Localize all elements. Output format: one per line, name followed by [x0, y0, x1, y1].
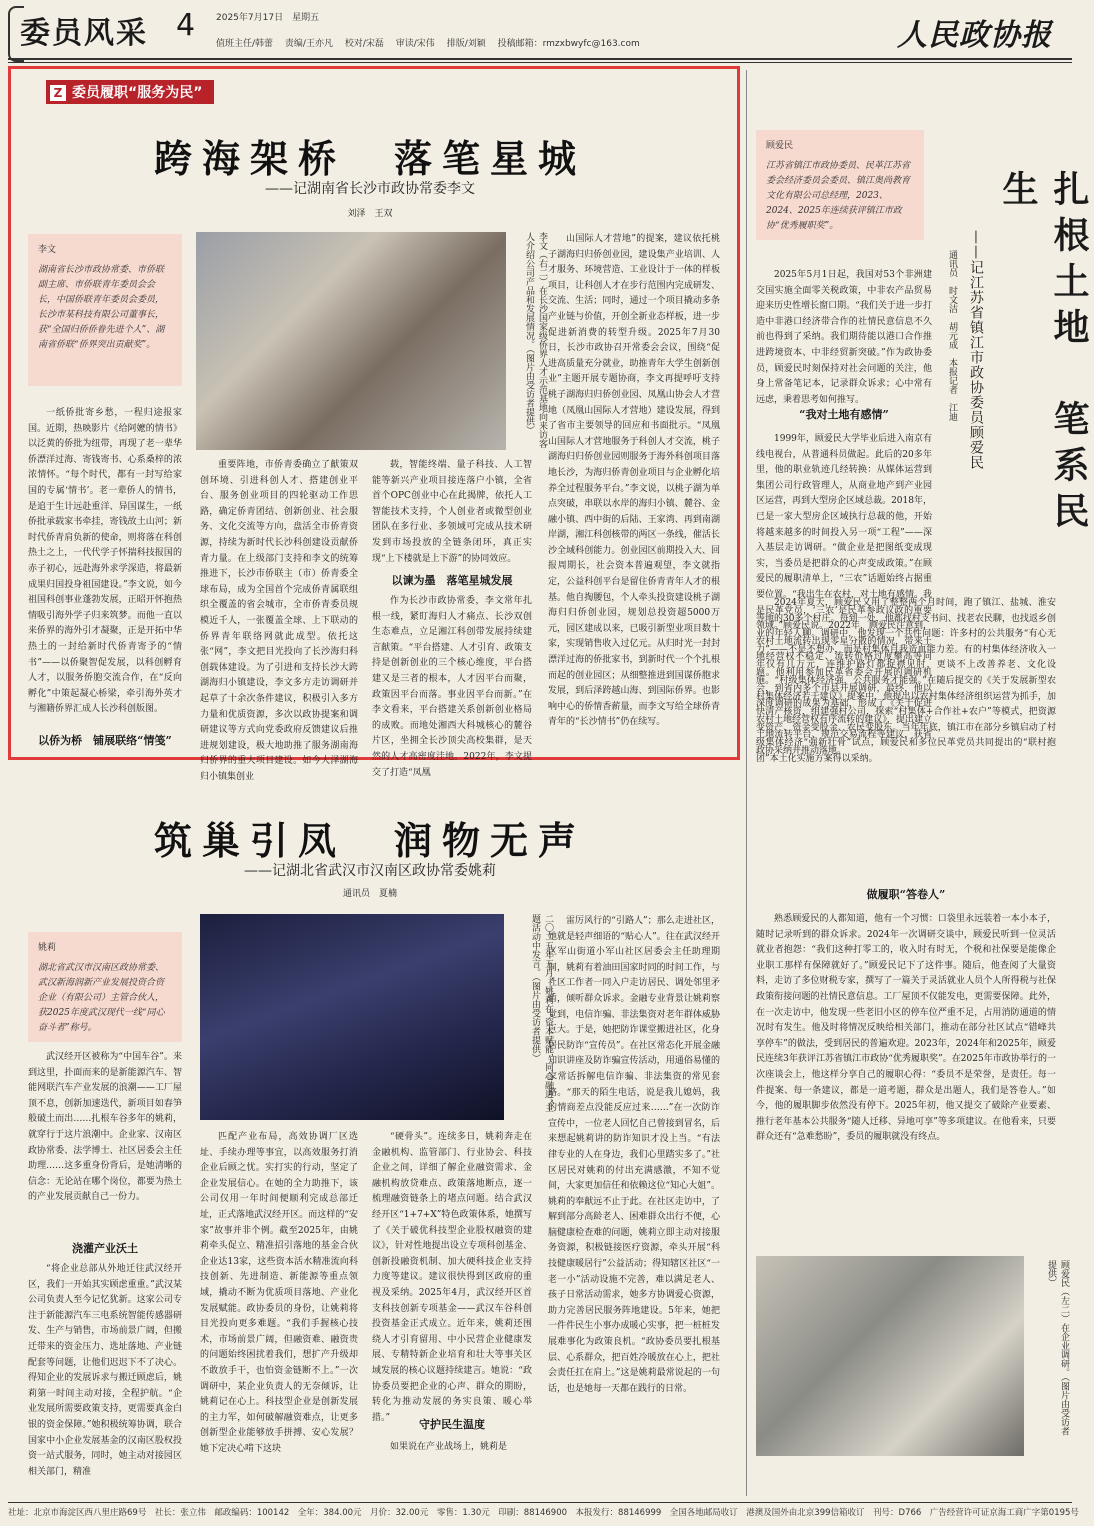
article2-col1-text: 武汉经开区被称为“中国车谷”。来到这里，扑面而来的是新能源汽车、智能网联汽车产业发展的浪潮——工厂屋顶不息，创新加速迭代，新项目如春笋般破土而出……扎根车谷多年的姚莉，就穿行于这片浪潮中。企业家、汉南区政协常委、法学博士、社区居委会主任助理……这多重身份背后，是她清晰的信念：无论站在哪个岗位，都要为热土的产业发展贡献自己一份力。 [28, 1052, 182, 1203]
typesetter-credit: 排版/刘颖 [446, 39, 486, 49]
article3-photo [756, 1256, 1024, 1456]
article1-column-1 [28, 406, 182, 728]
article3-col1-text: 1999年，顾爱民大学毕业后进入南京有线电视台，从普通科员做起。此后的20多年里，他的职业轨迹几经转换：从媒体运营到集团公司行政管理人，从商业地产到产业园区运营，再到大型房企区域总裁。2018年，已是一家大型房企区域执行总裁的他，开始将越来越多的时间投入另一项“工程”——深入基层走访调研。“做企业是把图纸变成现实，当委员是把群众的心声变成政策。”在顾爱民的履职清单上，“三农”话题始终占据重要位置。“我出生在农村，对土地有感情。我是民革党员，‘三农’是民革参政议政的重要领域。”顾爱民说。2022年，顾爱民注意到，农村土地流转出现零星分散的情况，带来土地经营权不稳定、流转价格过度攀高等问题。他利用参加民革省委会开展的调研机会，到省内多个市县开展调研，最终，他以深度调研的成果为基础，形成了《关于促进农村土地经营权有序流转的建议》，提出建立土地流转平台、规范交易流程等建议，获省政协采纳并推动落地。 [756, 434, 933, 756]
article3-photo-caption: 顾爱民（左二）在企业调研。（图片由受访者提供） [1046, 1260, 1069, 1436]
newspaper-logo: 人民政协报 [897, 18, 1052, 53]
article1-profile-box [28, 234, 182, 386]
article3-profile-text: 江苏省镇江市政协委员、民革江苏省委会经济委员会委员、镇江奥尚教育文化有限公司总经理，2023、2024、2025年连续获评镇江市政协“优秀履职奖”。 [766, 161, 911, 231]
column-tag-letter: Z [50, 85, 66, 101]
article2-photo-caption: 二〇二五年五月，姚莉在“资本赋能，同心融进”主题活动中发言。（图片由受访者提供） [530, 914, 553, 1113]
article1-col3-text: 载，智能终端、量子科技、人工智能等新兴产业项目接连落户小镇，全省首个OPC创业中心在此揭牌，依托人工智能技术支持，个人创业者或微型创业团队在多行业、多领域可完成从技术研发到市场投放的全链条闭环，真正实现“上下楼就是上下游”的协同效应。 [372, 460, 532, 564]
article3-subtitle: ——记江苏省镇江市政协委员顾爱民 [968, 230, 984, 470]
article3-col2-text: 2024年夏天，顾爱民又用了整整两个月时间，跑了镇江、盐城、淮安等地的30多个村庄。每到一处，他都找村支书问、找老农民聊，也找返乡创业的年轻人聊。调研中，他发现一个共性问题：许多村的公共服务“有心无力”——不是不想办，而是村集体自我造血能力差。有的村集体经济收入一年仅有几万元，连维护路灯都捉襟见肘，更谈不上改善养老、文化设施。“村级集体经济强，公共服务才能强。”在随后提交的《关于发展新型农村集体经济若干建议》提案中，他提出以农村集体经济组织运营为抓手，加快清产核资，组建强村公司，探索“村集体+合作社+农户”等模式，把资源变资产、资金变股金、农民变股东。当年年底，镇江市在部分乡镇启动了村级集体经济“强新壮骨”试点，顾爱民和多位民革党员共同提出的“联村抱团”本土化实施方案得以采纳。 [756, 598, 1056, 764]
article1-photo [196, 232, 506, 450]
article3-heading-2: 做履职“答卷人” [866, 888, 946, 901]
article3-intro [756, 268, 932, 405]
footer-imprint: 社址：北京市海淀区西八里庄路69号 社长：张立伟 邮政编码：100142 全年：384.00元 月价：32.00元 零售：1.30元 印刷：88146900 本报发行：88146999 全国各地邮局收订 港澳及国外由北京399信箱收订 刊号：D766 广告经营许可证京海工商广字第0195号 [8, 1508, 1079, 1518]
article2-column-3 [372, 1130, 532, 1423]
article1-col3-heading: 以谏为墨 落笔星城发展 [391, 574, 513, 587]
article2-col4-text: 雷厉风行的“引路人”；那么走进社区，她就是轻声细语的“贴心人”。往在武汉经开区军山街道小军山社区居委会主任助理期间，姚莉有着油田国家时同的时间工作，与社区工作者一同入户走访居民、调处邻里矛盾，倾听群众诉求。金融专业背景让姚莉察觉到，电信诈骗、非法集资对老年群体威胁巨大。于是，她把防诈课堂搬进社区，化身居民防诈“宣传员”。在社区常态化开展金融知识讲座及防诈骗宣传活动，用通俗易懂的家常话拆解电信诈骗、非法集资的常见套路。“那天的陌生电话，说是我儿媳妈，我的情商差点没能反应过来……”在一次防诈宣传中，一位老人回忆自己曾接到冒名，后来想起姚莉讲的防诈知识才没上当。“有法律专业的人在身边，我们心里踏实多了。”社区居民对姚莉的付出充满感激，不知不觉间，大家更加信任和依赖这位“知心大姐”。姚莉的奉献远不止于此。在社区走访中，了解到部分高龄老人、困难群众出行不便，心脑健康检查难的问题，姚莉立即主动对接服务资源，积极链接医疗资源，牵头开展“科技健康暖居行”公益活动；得知辖区社区“一老一小”活动设施不完善，难以满足老人、孩子日常活动需求，她多方协调爱心资源，助力完善居民服务阵地建设。5年来，她把一件件民生小事办成暖心实事，把一桩桩发展难事化为政策良机。“政协委员要扎根基层、心系群众，把百姓冷暖放在心上，把社会责任扛在肩上。”这是姚莉最常说起的一句话，也是她每一天都在践行的日常。 [548, 916, 720, 1394]
article3-column-3 [756, 912, 1056, 1248]
article1-col4-text: 山国际人才营地”的提案，建议依托桃子湖海归归侨创业园，建设集产业培训、人才服务、环境营造、工业设计于一体的样板项目，让科创人才在步行范围内完成研发、交流、生活；同时，通过一个项目撬动多条产业链与价值，开创全新业态样板，进一步促进新消费的转型升级。2025年7月30日，长沙市政协召开常委会会议，围绕“促进高质量充分就业，助推青年大学生创新创业”主题开展专题协商，李文再提呼吁支持桃子湖海归归侨创业园、凤凰山协会人才营地（凤凰山国际人才营地）建设发展，得到了省市主要领导的回应和书面批示。“凤凰山国际人才营地服务于科创人才交流，桃子湖海归归侨创业园则服务于海外科创项目落地长沙，为海归侨青创业项目与企业孵化培养全过程服务平台。”李文说，以桃子湖为单点突破，串联以水岸的海归小镇、麓谷、金融小镇、西中街的后陆、王家湾、再到南湖岸湖，湘江科创核带的两区一条线，催活长沙全域科创能力。创业园区前期投入大、回报周期长，社会资本普遍观望，李文就指定，公益科创平台是留住侨青青年人才的根基。他自掏腰包，个人牵头投资建设桃子湖海归归侨创业园，规划总投资超5000万元，园区建成以来，已吸引新型业项目数十家，实现销售收入过亿元。从归时光一封封漂洋过海的侨批家书，到新时代一个个扎根而起的创业园区；从细整推进到国谋侨胞求发展，到后泽跨越山海、到国际侨界。也影响中心的侨情香薪量，而李文写给全球侨青青年的“长沙情书”仍在续写。 [548, 234, 720, 728]
article2-col3b-text: 如果说在产业战场上，姚莉是 [390, 1442, 508, 1452]
article1-title: 跨海架桥 落笔星城 [153, 137, 586, 181]
submission-email: 投稿邮箱：rmzxbwyfc@163.com [497, 39, 640, 49]
article3-profile-name: 顾爱民 [766, 141, 794, 151]
chief-editor-credit: 责编/王亦凡 [284, 39, 333, 49]
article1-column-2 [200, 458, 358, 782]
header-rule [8, 58, 1072, 60]
column-tag-label: 委员履职“服务为民” [72, 85, 203, 101]
article1-col2-text: 重要阵地，市侨青委确立了献策双创环境、引进科创人才、搭建创业平台、服务创业项目的四轮驱动工作思路，确定侨青团结、创新创业、社会服务、文化交流等方向，盘活全市侨青资源，持续为新时代长沙科创建设贡献侨青力量。在上级部门支持和李文的统筹推进下，长沙市侨联主（市）侨青委全球布局，成为全国首个完成侨青属联组织全覆盖的省会城市，全市侨青委员规模近千人，一张覆盖全球、上下联动的侨界青年联络网就此成型。依托这张“网”，李文把目光投向了长沙海归科创载体建设。为了引进和支持长沙大跨湖海归小镇建设，李文多方走访调研并起草了十余次条件建议，积极引入多方力量和优质资源，多次以政协提案和调研建议等方式向党委政府反馈建议后推进规划建设，极大地助推了服务湖南海归侨界的重大项目建设。如今大泽湖海归小镇集创业 [200, 460, 358, 782]
article3-profile-box [756, 130, 924, 240]
article2-col3-text: “硬骨头”。连续多日，姚莉奔走在金融机构、监管部门、行业协会、科技企业之间，详细了解企业融资需求、金融机构放贷难点、政策落地断点，逐一梳理融资链条上的堵点问题。结合武汉经开区“1+7+X”特色政策体系，她撰写了《关于破优科技型企业股权融资的建议》，针对性地提出设立专项科创基金、创新投融资机制、加大硬科技企业支持力度等建议。建议很快得到区政府的重视及采纳。2025年4月，武汉经开区首支科技创新专项基金——武汉车谷科创投资基金正式成立。近年来，姚莉还围绕人才引育留用、中小民营企业健康发展、专精特新企业培育和壮大等事关区域发展的核心议题持续建言。她说：“政协委员要把企业的心声、群众的期盼，转化为推动发展的务实良策、暖心举措。” [372, 1132, 532, 1423]
article2-profile-text: 湖北省武汉市汉南区政协常委、武汉新海润新产业发展投资合资企业（有限公司）主管合伙人，获2025年度武汉现代一线“同心奋斗者”称号。 [38, 963, 165, 1033]
article1-column-3b [372, 594, 532, 778]
header-rule-thin [8, 62, 1072, 63]
column-divider [746, 70, 747, 1496]
proofreader-credit: 校对/宋磊 [344, 39, 384, 49]
article3-col3-text: 熟悉顾爱民的人都知道，他有一个习惯：口袋里永远装着一本小本子，随时记录听到的群众诉求。2024年一次调研交谈中，顾爱民听到一位灵活就业者抱怨：“我们这种打零工的，收入时有时无，个税和社保要是能像企业职工那样有保障就好了。”顾爱民记下了这件事。随后，他查阅了大量资料，走访了多位财税专家，撰写了一篇关于灵活就业人员个人所得税与社保政策衔接问题的社情民意信息。工厂屋顶不仅能发电，更需要保障。此外，在一次走访中，他发现一些老旧小区的停车位严重不足，占用消防通道的情况时有发生。他及时将情况反映给相关部门，推动在部分社区试点“错峰共享停车”的做法，受到居民的普遍欢迎。2023年，2024年和2025年，顾爱民连续3年获评江苏省镇江市政协“优秀履职奖”。在2025年市政协举行的一次座谈会上，他这样分享自己的履职心得：“委员不是荣誉，是责任。每一件提案、每一条建议，都是一道考题，群众是出题人，我们是答卷人。”如今，他的履职脚步依然没有停下。2025年初，他又提交了破除产业要素、推行老年基本公共服务“随人迁移、异地可享”等多项建议。在他看来，只要群众还有“急难愁盼”，委员的履职就没有终点。 [756, 914, 1056, 1143]
article2-col1-heading: 浇灌产业沃土 [72, 1242, 138, 1255]
article1-byline: 刘泽 王双 [347, 209, 393, 219]
article1-column-3 [372, 458, 532, 566]
article1-profile-name: 李文 [38, 245, 57, 255]
article1-subtitle: ——记湖南省长沙市政协常委李文 [265, 181, 475, 197]
article2-profile-name: 姚莉 [38, 943, 57, 953]
article2-column-3b [372, 1440, 532, 1494]
article3-title: 扎根土地 笔系民生 [997, 170, 1089, 538]
article1-column-4 [548, 232, 720, 750]
article1-profile-text: 湖南省长沙市政协常委、市侨联副主席、市侨联青年委员会会长，中国侨联青年委员会委员，长沙市某科技有限公司董事长，获“全国归侨侨眷先进个人”、湖南省侨联“侨界突出贡献奖”。 [38, 265, 165, 350]
page-number: 4 [176, 8, 196, 43]
article2-col2-text: 匹配产业布局，高效协调厂区选址、手续办理等事宜，以高效服务打消企业后顾之忧。实打实的行动，坚定了企业发展信心。在她的全力助推下，该公司仅用一年时间便顺利完成总部迁址，正式落地武汉经开区。而这样的“安家”故事并非个例。截至2025年，由姚莉牵头促立、精准招引落地的基金合伙企业达13家，这些资本活水精准流向科技创新、先进制造、新能源等重点领域，撬动不断为优质项目落地、产业化发展赋能。政协委员的身份，让姚莉将目光投向更多难题。“我们手握核心技术，市场前景广阔，但融资难、融资贵的问题始终困扰着我们，想扩产升级却不敢放手干，也怕资金链断不上。”一次调研中，某企业负责人的无奈倾诉，让姚莉记在心上。科技型企业是创新发展的主力军，如何破解融资难点，让更多创新型企业能够放手拼搏、安心发展？她下定决心啃下这块 [200, 1132, 358, 1454]
article2-column-1 [28, 1050, 182, 1234]
article1-photo-caption: 李文（右二）在长沙国家级侨界人才示范基地向来访客人介绍公司产品和发展情况。（图片由受访者提供） [524, 232, 547, 448]
article3-intro-text: 2025年5月1日起，我国对53个非洲建交国实施全面零关税政策，中非农产品贸易迎来历史性增长窗口期。“我们关于进一步打造中非港口经济带合作的社情民意信息不久前也得到了采纳。我们期待能以港口合作推进跨境资本、中非经贸新突破。”作为政协委员，顾爱民时刻保持对社会问题的关注，他身上常备笔记本，记录群众诉求；心中常有远虑，秉着思考如何推写。 [756, 270, 932, 405]
article2-col1b-text: “将企业总部从外地迁往武汉经开区，我们一开始其实顾虑重重。”武汉某公司负责人至今记忆犹新。这家公司专注于新能源汽车三电系统智能传感器研发、生产与销售，市场前景广阔，但搬迁带来的资金压力、选址落地、产业链配套等问题，让他们迟迟下不了决心。得知企业的发展诉求与搬迁顾虑后，姚莉第一时间主动对接，全程护航。“企业发展所需要政策支持，更需要真金白银的资金保障。”她积极统筹协调，联合国家中小企业发展基金的汉南区股权投资一站式服务，同时，她主动对接园区相关部门，精准 [28, 1264, 182, 1477]
article2-column-4 [548, 914, 720, 1494]
article2-col3-heading: 守护民生温度 [419, 1418, 485, 1431]
article2-subtitle: ——记湖北省武汉市汉南区政协常委姚莉 [244, 863, 496, 879]
article3-heading-1: “我对土地有感情” [799, 408, 889, 421]
article2-photo [200, 914, 504, 1120]
article2-byline: 通讯员 夏楠 [342, 889, 397, 899]
article3-byline: 通讯员 时文洁 胡元成 本报记者 江迪 [947, 250, 957, 421]
editor-credit: 值班主任/韩蕾 [216, 39, 274, 49]
article1-col1-text: 一纸侨批寄乡愁，一程归途报家国。近期，热映影片《给阿嬷的情书》以泛黄的侨批为纽带，再现了老一辈华侨漂洋过海、寄钱寄书、心系桑梓的浓浓情怀。“每个时代，都有一封写给家国的专属‘情书’。老一辈侨人的情书，是追于生计远赴重洋、异国谋生，一纸侨批承载家书牵挂，寄钱故土山河；新时代侨青肩负新的使命，则将落在科创热土之上，一代代学子怀揣科技报国的赤子初心，远赴海外求学深造，将最新成果归国投身祖国建设。”李文说，如今祖国科创事业蓬勃发展，正昭开怀抱热情吸引海外学子归来筑梦。而他一直以来侨界的海外引才凝聚，正是开拓中华热土的一封给新时代侨青寄予的“情书”——以侨聚智促发展，以科创孵育人才，以服务侨胞交流合作，在“反向孵化”中策起凝心桥梁，牵引海外英才与湘籍侨界汇成人长沙科创版图。 [28, 408, 182, 715]
article3-column-2 [756, 596, 1056, 872]
article2-title: 筑巢引凤 润物无声 [153, 819, 586, 863]
staff-credits [216, 36, 640, 49]
footer-rule [8, 1502, 1072, 1503]
article2-profile-box [28, 932, 182, 1042]
issue-date: 2025年7月17日 星期五 [216, 13, 320, 23]
article2-column-2 [200, 1130, 358, 1494]
reviewer-credit: 审读/宋伟 [395, 39, 435, 49]
article1-col1-heading: 以侨为桥 铺展联络“情笺” [38, 734, 172, 747]
article2-column-1b [28, 1262, 182, 1494]
column-tag [46, 80, 214, 104]
section-title: 委员风采 [20, 16, 148, 51]
article1-col3b-text: 作为长沙市政协常委，李文常年扎根一线，紧盯海归人才痛点、长沙双创生态难点，立足湘江科创带发展持续建言献策。“平台搭建、人才引育、政策支持是创新创业的三个核心维度，平台搭建又是三者的根本，人才因平台而聚，政策因平台而落。事业因平台而新。”在李文看来，平台搭建关系创新创业格局的成败。而地处湘西大科城核心的麓谷片区，坐拥全长沙顶尖高校集群，是天然的人才高密度洼地。2022年，李文提交了打造“凤凰 [372, 596, 532, 778]
